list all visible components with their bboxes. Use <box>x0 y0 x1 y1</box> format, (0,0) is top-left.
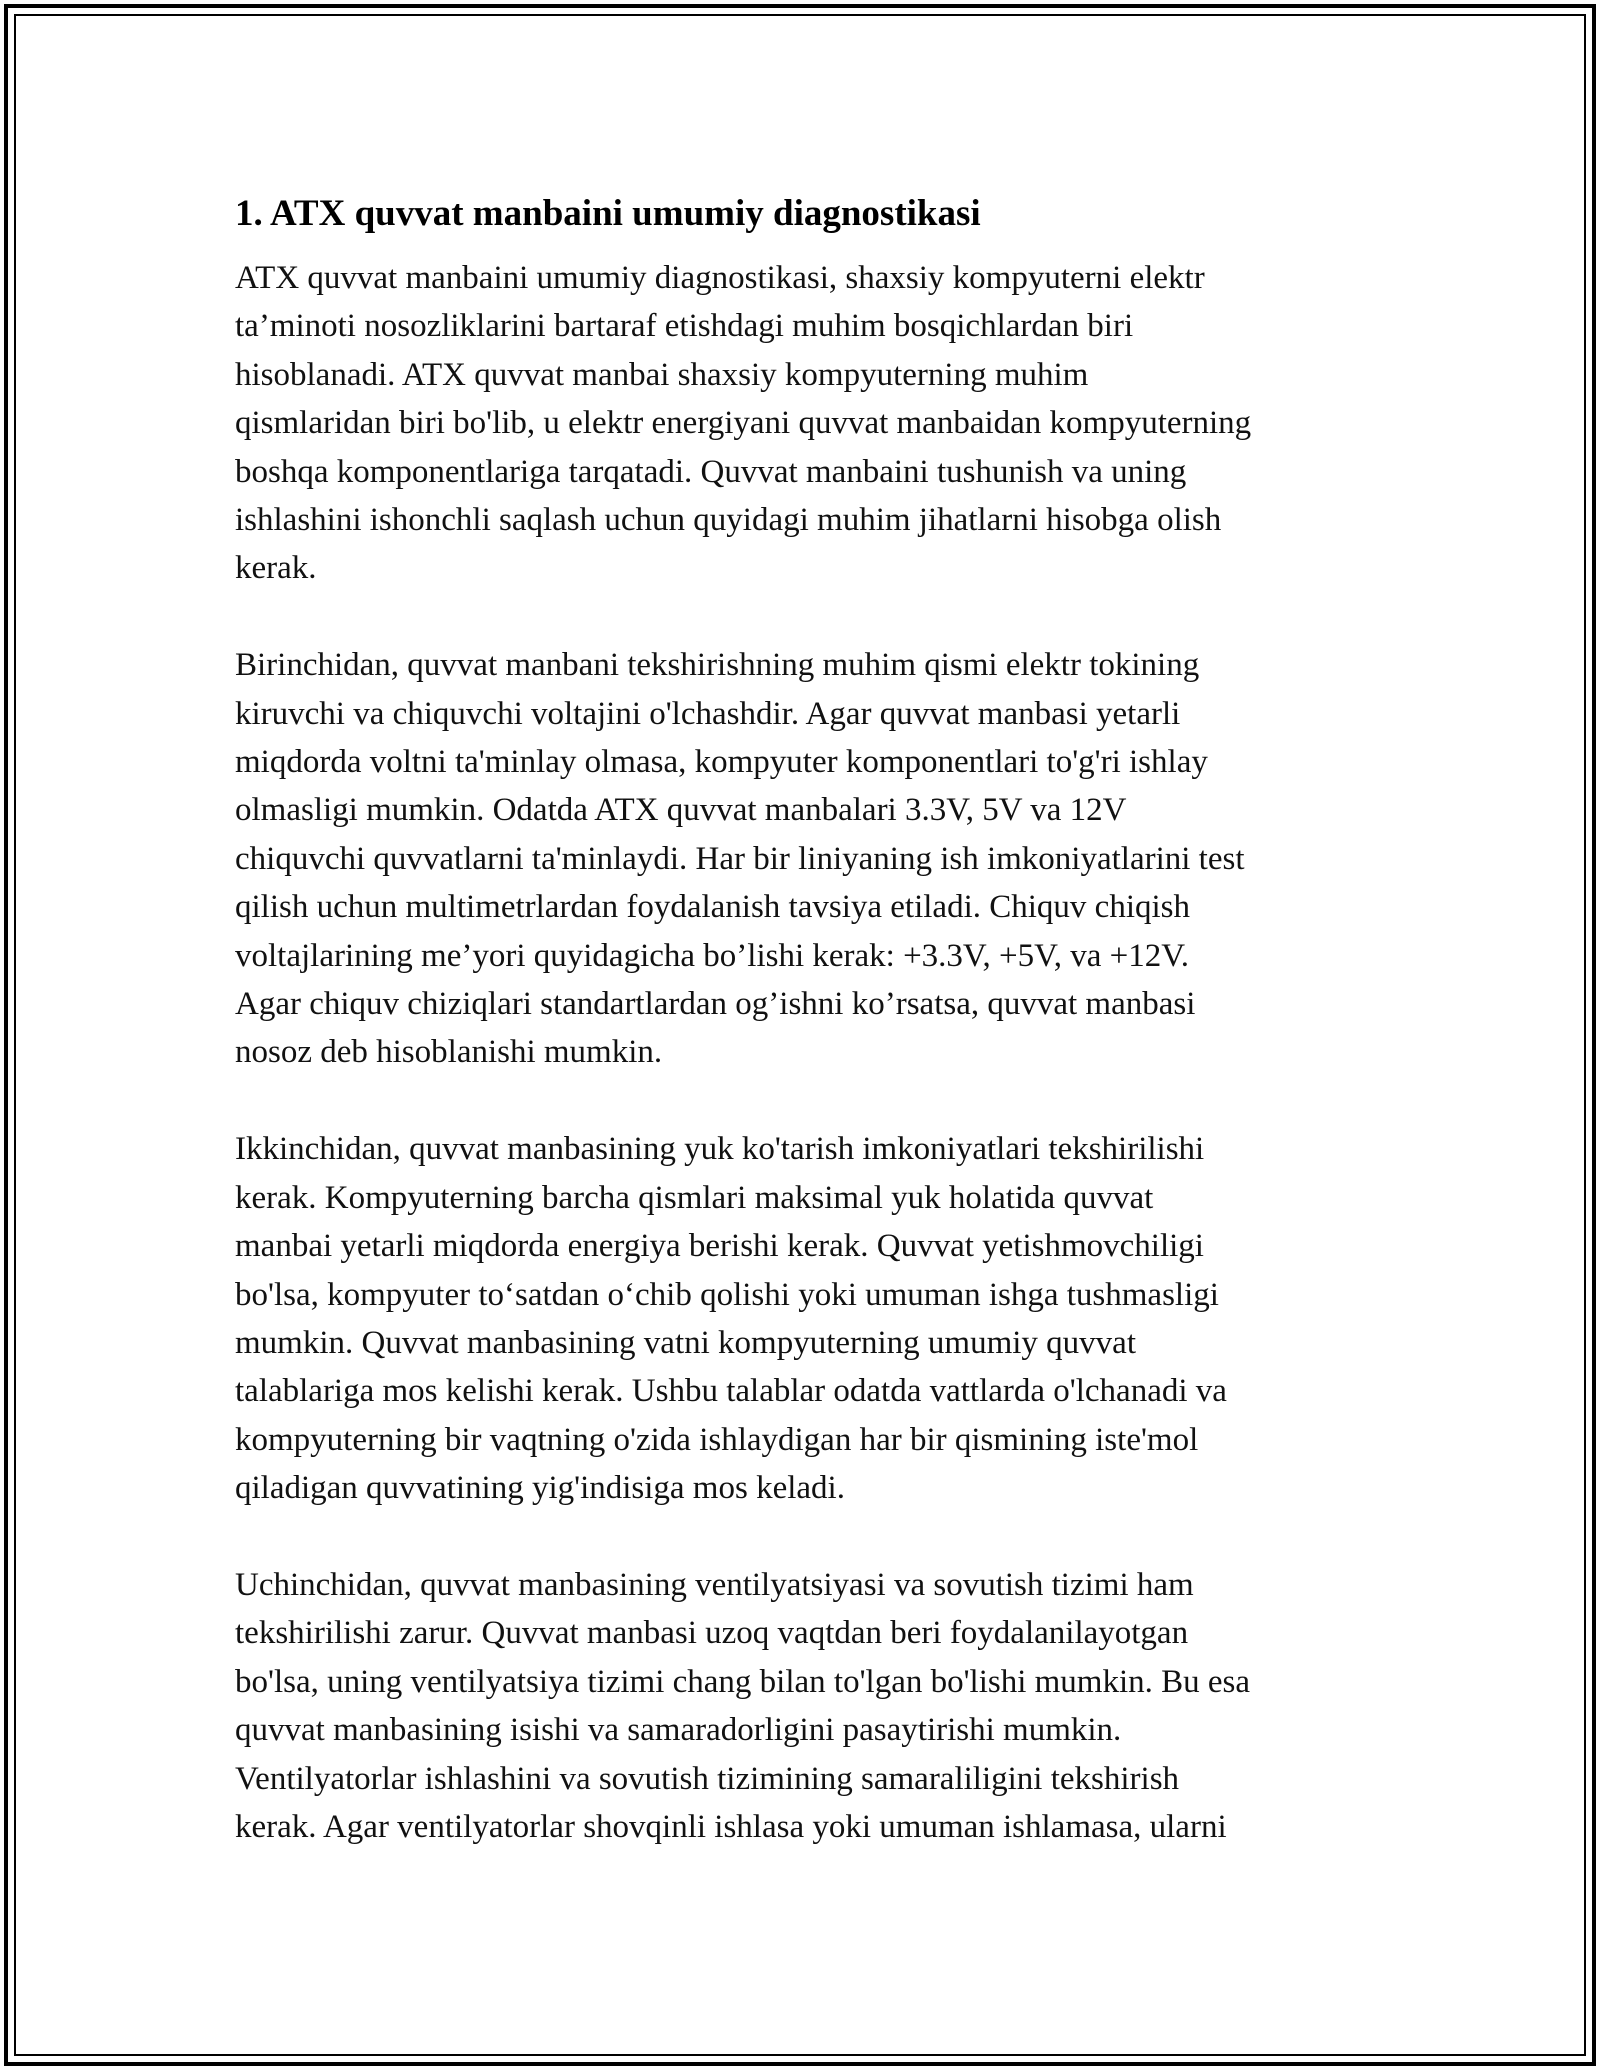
paragraph-line: ishlashini ishonchli saqlash uchun quyidagi muhim jihatlarni hisobga olish <box>235 502 1222 539</box>
paragraph-line: chiquvchi quvvatlarni ta'minlaydi. Har bir liniyaning ish imkoniyatlarini test <box>235 840 1245 877</box>
paragraph-line: kerak. <box>235 550 317 587</box>
paragraph-line: kerak. Kompyuterning barcha qismlari maksimal yuk holatida quvvat <box>235 1179 1154 1216</box>
paragraph-line: Ventilyatorlar ishlashini va sovutish tizimining samaraliligini tekshirish <box>235 1760 1180 1797</box>
paragraph-line: kiruvchi va chiquvchi voltajini o'lchashdir. Agar quvvat manbasi yetarli <box>235 695 1181 732</box>
paragraph-4 <box>235 1561 1365 1851</box>
section-title: 1. ATX quvvat manbaini umumiy diagnostikasi <box>235 193 981 234</box>
paragraph-line: quvvat manbasining isishi va samaradorligini pasaytirishi mumkin. <box>235 1712 1122 1749</box>
paragraph-line: tekshirilishi zarur. Quvvat manbasi uzoq vaqtdan beri foydalanilayotgan <box>235 1615 1189 1652</box>
paragraph-line: bo'lsa, uning ventilyatsiya tizimi chang bilan to'lgan bo'lishi mumkin. Bu esa <box>235 1663 1251 1700</box>
paragraph-line: ta’minoti nosozliklarini bartaraf etishdagi muhim bosqichlardan biri <box>235 308 1134 345</box>
paragraph-line: kerak. Agar ventilyatorlar shovqinli ishlasa yoki umuman ishlamasa, ularni <box>235 1808 1227 1845</box>
paragraph-line: nosoz deb hisoblanishi mumkin. <box>235 1034 663 1071</box>
paragraph-line: Ikkinchidan, quvvat manbasining yuk ko'tarish imkoniyatlari tekshirilishi <box>235 1131 1205 1168</box>
paragraph-line: bo'lsa, kompyuter to‘satdan o‘chib qolishi yoki umuman ishga tushmasligi <box>235 1276 1219 1313</box>
paragraph-line: ATX quvvat manbaini umumiy diagnostikasi, shaxsiy kompyuterni elektr <box>235 260 1205 296</box>
paragraph-1 <box>235 254 1365 593</box>
paragraph-line: Uchinchidan, quvvat manbasining ventilyatsiyasi va sovutish tizimi ham <box>235 1566 1194 1603</box>
paragraph-line: miqdorda voltni ta'minlay olmasa, kompyuter komponentlari to'g'ri ishlay <box>235 744 1208 781</box>
paragraph-line: kompyuterning bir vaqtning o'zida ishlaydigan har bir qismining iste'mol <box>235 1421 1199 1458</box>
paragraph-line: mumkin. Quvvat manbasining vatni kompyuterning umumiy quvvat <box>235 1324 1136 1361</box>
paragraph-line: hisoblanadi. ATX quvvat manbai shaxsiy kompyuterning muhim <box>235 356 1089 393</box>
paragraph-line: Agar chiquv chiziqlari standartlardan og’ishni ko’rsatsa, quvvat manbasi <box>235 986 1196 1023</box>
paragraph-line: manbai yetarli miqdorda energiya berishi kerak. Quvvat yetishmovchiligi <box>235 1228 1204 1265</box>
paragraph-2 <box>235 641 1365 1077</box>
paragraph-line: Birinchidan, quvvat manbani tekshirishning muhim qismi elektr tokining <box>235 647 1200 684</box>
paragraph-line: qilish uchun multimetrlardan foydalanish tavsiya etiladi. Chiquv chiqish <box>235 889 1191 926</box>
paragraph-3 <box>235 1125 1365 1512</box>
document-body <box>235 186 1365 1900</box>
paragraph-line: voltajlarining me’yori quyidagicha bo’lishi kerak: +3.3V, +5V, va +12V. <box>235 937 1190 974</box>
paragraph-line: qiladigan quvvatining yig'indisiga mos keladi. <box>235 1470 845 1507</box>
paragraph-line: qismlaridan biri bo'lib, u elektr energiyani quvvat manbaidan kompyuterning <box>235 405 1252 442</box>
paragraph-line: talablariga mos kelishi kerak. Ushbu talablar odatda vattlarda o'lchanadi va <box>235 1373 1227 1410</box>
paragraph-line: boshqa komponentlariga tarqatadi. Quvvat manbaini tushunish va uning <box>235 453 1187 490</box>
paragraph-line: olmasligi mumkin. Odatda ATX quvvat manbalari 3.3V, 5V va 12V <box>235 792 1127 829</box>
